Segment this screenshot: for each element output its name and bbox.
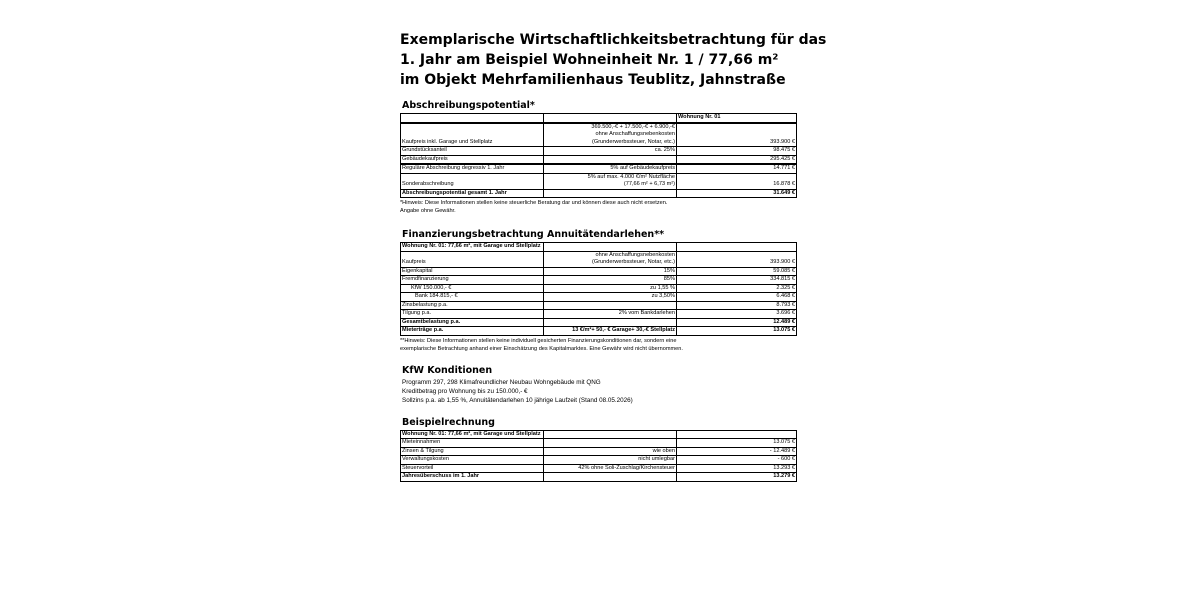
table-cell-mid: 369.500,-€ + 17.500,-€ + 6.900,-€ ohne Anschaffungsnebenkosten (Grunderwerbssteuer, Notar, etc.) [544, 123, 677, 147]
table-row [401, 293, 797, 302]
document-title [400, 30, 827, 90]
table-cell-label: Steuervorteil [401, 464, 544, 473]
abschreibung-header-col3: Wohnung Nr. 01 [677, 114, 797, 123]
total-label: Abschreibungspotential gesamt 1. Jahr [401, 189, 544, 198]
table-cell-label: Reguläre Abschreibung degressiv 1. Jahr [401, 165, 544, 174]
table-cell-label: Sonderabschreibung [401, 173, 544, 189]
table-cell-label: Fremdfinanzierung [401, 276, 544, 285]
table-row [401, 301, 797, 310]
table-cell-mid: 5% auf max. 4.000 €/m² Nutzfläche (77,66 m² + 6,73 m²) [544, 173, 677, 189]
table-cell-value: 13.293 € [677, 464, 797, 473]
table-row [401, 327, 797, 336]
table-cell-mid: 15% [544, 267, 677, 276]
table-cell-value: - 12.489 € [677, 447, 797, 456]
table-row [401, 114, 797, 123]
table-cell-label: Grundstücksanteil [401, 147, 544, 156]
table-row [401, 318, 797, 327]
table-cell-value: 16.878 € [677, 173, 797, 189]
table-cell-label: Verwaltungskosten [401, 456, 544, 465]
table-cell-value: 393.900 € [677, 123, 797, 147]
abschreibung-heading: Abschreibungspotential* [402, 100, 535, 111]
kfw-line: Kreditbetrag pro Wohnung bis zu 150.000,- € [402, 387, 528, 395]
table-row [401, 155, 797, 164]
table-cell-value: 14.771 € [677, 165, 797, 174]
table-row [401, 447, 797, 456]
table-cell-mid: nicht umlegbar [544, 456, 677, 465]
table-row [401, 165, 797, 174]
table-cell-mid: 13 €/m²+ 50,- € Garage+ 30,-€ Stellplatz [544, 327, 677, 336]
table-cell-mid [544, 318, 677, 327]
table-cell-mid: 85% [544, 276, 677, 285]
table-cell-label: Mieteinnahmen [401, 439, 544, 448]
table-cell-value: 393.900 € [677, 251, 797, 267]
table-row [401, 430, 797, 439]
table-cell-value: 59.085 € [677, 267, 797, 276]
table-cell-label: Gebäudekaufpreis [401, 155, 544, 164]
finanzierung-heading: Finanzierungsbetrachtung Annuitätendarlehen** [402, 229, 665, 240]
table-row [401, 173, 797, 189]
table-cell-mid: ca. 25% [544, 147, 677, 156]
table-cell-mid [544, 155, 677, 164]
table-row [401, 147, 797, 156]
table-cell-value: 295.425 € [677, 155, 797, 164]
table-cell-label: KfW 150.000,- € [401, 284, 544, 293]
table-cell-mid: 42% ohne Soli-Zuschlag/Kirchensteuer [544, 464, 677, 473]
abschreibung-table [400, 113, 797, 198]
kfw-line: Sollzins p.a. ab 1,55 %, Annuitätendarlehen 10 jährige Laufzeit (Stand 08.05.2026) [402, 396, 633, 404]
table-cell-mid: zu 1,55 % [544, 284, 677, 293]
table-cell-mid [544, 439, 677, 448]
table-cell-mid: ohne Anschaffungsnebenkosten (Grunderwerbssteuer, Notar, etc.) [544, 251, 677, 267]
table-row [401, 251, 797, 267]
table-cell-label: Kaufpreis inkl. Garage und Stellplatz [401, 123, 544, 147]
finanzierung-note: **Hinweis: Diese Informationen stellen keine individuell gesicherten Finanzierungskonditionen dar, sondern eine exemplarische Betrachtung anhand einer Einschätzung des Kapitalmarktes. Eine Gewähr wird nicht übernommen. [400, 337, 683, 352]
title-line-1: Exemplarische Wirtschaftlichkeitsbetrachtung für das [400, 32, 827, 48]
table-row [401, 439, 797, 448]
title-line-3: im Objekt Mehrfamilienhaus Teublitz, Jahnstraße [400, 72, 786, 88]
total-value: 31.649 € [677, 189, 797, 198]
table-row [401, 464, 797, 473]
table-row [401, 123, 797, 147]
beispiel-header-col1: Wohnung Nr. 01: 77,66 m², mit Garage und Stellplatz [401, 430, 544, 439]
table-cell-label: Bank 184.815,- € [401, 293, 544, 302]
table-cell-mid [544, 301, 677, 310]
table-cell-label: Mieterträge p.a. [401, 327, 544, 336]
table-cell-value: 8.793 € [677, 301, 797, 310]
title-line-2: 1. Jahr am Beispiel Wohneinheit Nr. 1 / 77,66 m² [400, 52, 779, 68]
beispiel-heading: Beispielrechnung [402, 416, 495, 428]
table-row [401, 284, 797, 293]
table-cell-mid: 2% vom Bankdarlehen [544, 310, 677, 319]
kfw-heading: KfW Konditionen [402, 364, 493, 376]
table-cell-value: 3.696 € [677, 310, 797, 319]
table-row [401, 276, 797, 285]
document [400, 30, 827, 482]
table-cell-label: Eigenkapital [401, 267, 544, 276]
table-row [401, 456, 797, 465]
kfw-line: Programm 297, 298 Klimafreundlicher Neubau Wohngebäude mit QNG [402, 378, 601, 386]
table-cell-value: 2.325 € [677, 284, 797, 293]
total-value: 13.279 € [677, 473, 797, 482]
table-row [401, 310, 797, 319]
finanzierung-table [400, 242, 797, 336]
kfw-conditions [402, 378, 800, 405]
table-cell-label: Zinsen & Tilgung [401, 447, 544, 456]
table-cell-value: 12.489 € [677, 318, 797, 327]
table-cell-label: Kaufpreis [401, 251, 544, 267]
table-cell-value: 13.075 € [677, 439, 797, 448]
table-row [401, 243, 797, 252]
table-cell-value: 13.075 € [677, 327, 797, 336]
beispiel-table [400, 430, 797, 482]
table-row [401, 267, 797, 276]
table-cell-mid: zu 3,50% [544, 293, 677, 302]
finanzierung-header-col1: Wohnung Nr. 01: 77,66 m², mit Garage und Stellplatz [401, 243, 544, 252]
table-total-row [401, 473, 797, 482]
total-label: Jahresüberschuss im 1. Jahr [401, 473, 544, 482]
table-cell-label: Gesamtbelastung p.a. [401, 318, 544, 327]
table-cell-label: Tilgung p.a. [401, 310, 544, 319]
table-cell-label: Zinsbelastung p.a. [401, 301, 544, 310]
table-cell-mid: 5% auf Gebäudekaufpreis [544, 165, 677, 174]
table-cell-value: 6.468 € [677, 293, 797, 302]
abschreibung-note: *Hinweis: Diese Informationen stellen keine steuerliche Beratung dar und können diese auch nicht ersetzen. Angabe ohne Gewähr. [400, 200, 668, 214]
table-cell-value: 334.815 € [677, 276, 797, 285]
table-cell-mid: wie oben [544, 447, 677, 456]
table-cell-value: 98.475 € [677, 147, 797, 156]
table-total-row [401, 189, 797, 198]
table-cell-value: - 600 € [677, 456, 797, 465]
